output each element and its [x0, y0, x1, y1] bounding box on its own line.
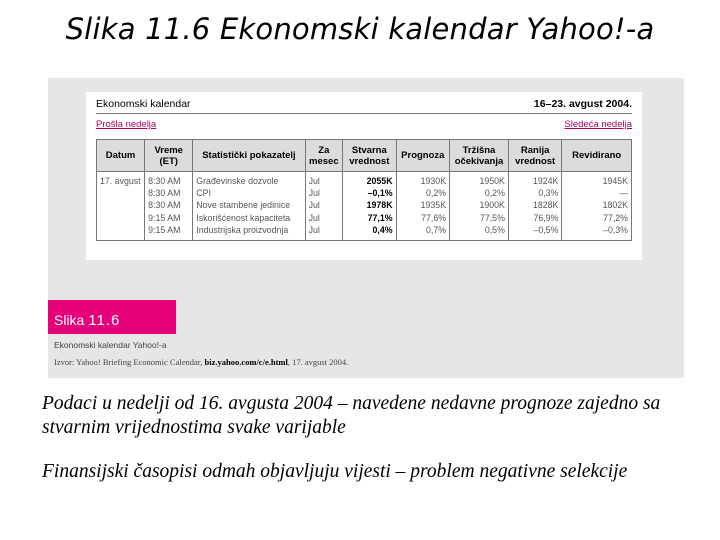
revised-value: 1945K — [602, 176, 628, 186]
calendar-nav — [96, 119, 632, 135]
month-value: Jul — [308, 176, 320, 186]
expected-value: 77,5% — [479, 212, 505, 223]
indicator-value: Iskorišćenost kapaciteta — [196, 212, 291, 223]
date-cell: 17. avgust — [97, 172, 145, 241]
indicator-cell — [193, 172, 305, 241]
forecast-value: 0,7% — [426, 224, 447, 235]
col-datum: Datum — [97, 140, 145, 172]
figure-label-word: Slika — [54, 312, 85, 328]
time-cell — [145, 172, 193, 241]
prev-week-link[interactable]: Prošla nedelja — [96, 119, 157, 130]
table-row — [97, 172, 632, 241]
economic-calendar — [86, 92, 642, 260]
actual-value: –0,1% — [367, 188, 393, 199]
indicator-value: Građevinske dozvole — [196, 176, 279, 186]
revised-value: –0,3% — [603, 224, 628, 235]
col-stvarna: Stvarna vrednost — [343, 140, 397, 172]
time-value: 9:15 AM — [148, 212, 181, 223]
source-suffix: , 17. avgust 2004. — [287, 357, 349, 367]
source-prefix: Izvor: Yahoo! Briefing Economic Calendar, — [54, 357, 203, 367]
expected-value: 1900K — [479, 200, 505, 211]
previous-value: 0,3% — [538, 188, 559, 199]
actual-value: 0,4% — [372, 224, 393, 235]
col-ranija: Ranija vrednost — [508, 140, 562, 172]
expected-value: 1950K — [479, 176, 505, 186]
figure-caption-band — [48, 300, 176, 334]
figure-caption-source — [54, 357, 614, 367]
col-revidirano: Revidirano — [562, 140, 632, 172]
forecast-value: 0,2% — [426, 188, 447, 199]
source-url[interactable]: biz.yahoo.com/c/e.html — [204, 357, 288, 367]
indicator-value: CPI — [196, 188, 211, 199]
month-value: Jul — [308, 188, 320, 199]
previous-cell — [508, 172, 562, 241]
previous-value: 76,9% — [533, 212, 559, 223]
col-ocekivanja: Tržišna očekivanja — [450, 140, 509, 172]
actual-value: 77,1% — [367, 212, 393, 223]
previous-value: 1924K — [532, 176, 559, 186]
figure-caption-title: Ekonomski kalendar Yahoo!-a — [54, 340, 167, 350]
col-vreme: Vreme (ET) — [145, 140, 193, 172]
slide-title: Slika 11.6 Ekonomski kalendar Yahoo!-a — [65, 12, 655, 46]
time-value: 8:30 AM — [148, 176, 181, 186]
figure-number: 11.6 — [88, 312, 121, 329]
revised-cell — [562, 172, 632, 241]
actual-cell — [343, 172, 397, 241]
revised-value: 77,2% — [603, 212, 628, 223]
col-mesec: Za mesec — [305, 140, 342, 172]
previous-value: 1828K — [532, 200, 559, 211]
figure-label — [54, 312, 120, 329]
actual-value: 2055K — [366, 176, 393, 186]
calendar-heading: Ekonomski kalendar — [96, 98, 191, 110]
time-value: 8:30 AM — [148, 188, 181, 199]
forecast-value: 1930K — [420, 176, 447, 186]
revised-value: 1802K — [602, 200, 628, 211]
indicator-value: Nove stambene jedinice — [196, 200, 291, 211]
month-value: Jul — [308, 200, 320, 211]
next-week-link[interactable]: Sledeća nedelja — [564, 119, 632, 130]
indicator-value: Industrijska proizvodnja — [196, 224, 289, 235]
month-cell — [305, 172, 342, 241]
time-value: 9:15 AM — [148, 224, 181, 235]
forecast-cell — [396, 172, 450, 241]
col-prognoza: Prognoza — [396, 140, 450, 172]
expected-cell — [450, 172, 509, 241]
expected-value: 0,2% — [484, 188, 505, 199]
revised-value: — — [619, 188, 628, 199]
expected-value: 0,5% — [484, 224, 505, 235]
previous-value: –0,5% — [533, 224, 559, 235]
table-header-row — [97, 140, 632, 172]
calendar-table — [96, 139, 632, 241]
forecast-value: 77,6% — [421, 212, 447, 223]
figure-panel — [48, 78, 684, 378]
month-value: Jul — [308, 224, 320, 235]
actual-value: 1978K — [366, 200, 393, 211]
month-value: Jul — [308, 212, 320, 223]
body-paragraph-2: Finansijski časopisi odmah objavljuju vijesti – problem negativne selekcije — [42, 461, 628, 482]
forecast-value: 1935K — [420, 200, 447, 211]
calendar-date-range: 16–23. avgust 2004. — [533, 98, 632, 110]
col-pokazatelj: Statistički pokazatelj — [193, 140, 305, 172]
time-value: 8:30 AM — [148, 200, 181, 211]
calendar-header — [96, 96, 632, 114]
body-paragraph-1: Podaci u nedelji od 16. avgusta 2004 – navedene nedavne prognoze zajedno sa stvarnim vrijednostima svake varijable — [42, 393, 661, 438]
